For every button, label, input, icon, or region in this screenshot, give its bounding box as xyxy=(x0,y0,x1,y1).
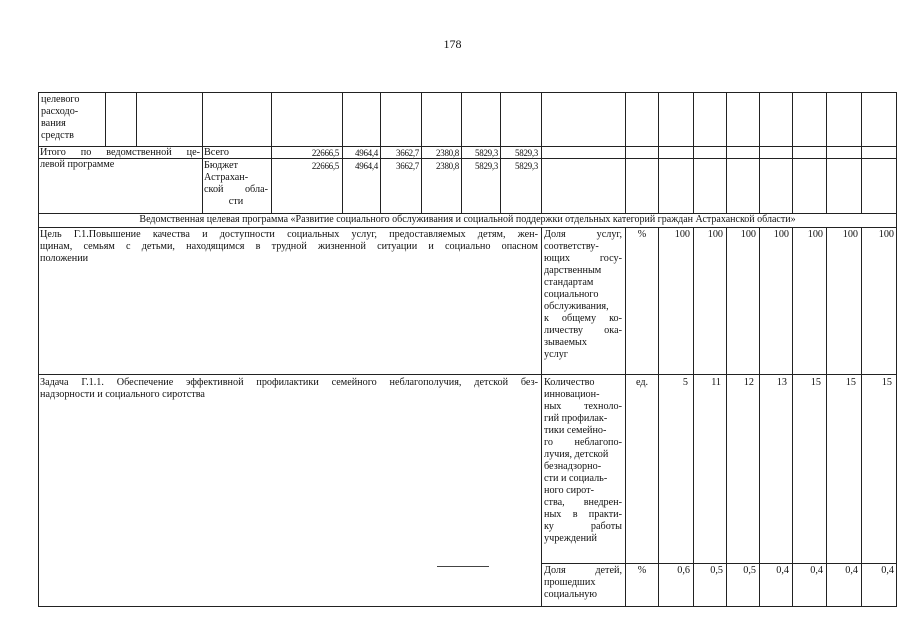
goal-indicator: обслуживания, xyxy=(544,301,609,312)
row-a-line-3: вания xyxy=(41,118,66,129)
budget-value: 5829,3 xyxy=(475,161,498,171)
task-indicator: Количество xyxy=(544,377,595,388)
goal-text-3: положении xyxy=(40,253,89,264)
row-a-line-4: средств xyxy=(41,130,74,141)
total-sub-all: Всего xyxy=(204,147,229,158)
task-text-1: Задача Г.1.1. Обеспечение эффективной профилактики семейного неблагополучия, детской без- xyxy=(40,377,538,388)
total-sub-budget-3: ской обла- xyxy=(204,184,268,195)
task-indicator: ных техноло- xyxy=(544,401,622,412)
row-a-line-2: расходо- xyxy=(41,106,79,117)
task-indicator: ку работы xyxy=(544,521,622,532)
task-indicator-2: социальную xyxy=(544,589,598,600)
task-value-2: 0,4 xyxy=(845,565,858,576)
task-indicator: безнадзорно- xyxy=(544,461,602,472)
goal-value: 100 xyxy=(807,229,823,240)
goal-indicator: к общему ко- xyxy=(544,313,622,324)
goal-indicator: Доля услуг, xyxy=(544,229,622,240)
goal-indicator: личеству ока- xyxy=(544,325,622,336)
task-indicator: инновацион- xyxy=(544,389,600,400)
task-indicator: ства, внедрен- xyxy=(544,497,622,508)
task-unit-2: % xyxy=(637,565,647,576)
task-indicator-2: прошедших xyxy=(544,577,596,588)
task-value: 5 xyxy=(682,377,688,388)
total-sub-budget-4: сти xyxy=(228,196,244,207)
budget-value: 5829,3 xyxy=(515,161,538,171)
goal-indicator: зываемых xyxy=(544,337,587,348)
task-indicator: ного сирот- xyxy=(544,485,594,496)
goal-indicator: ющих госу- xyxy=(544,253,622,264)
total-sub-budget-2: Астрахан- xyxy=(204,172,249,183)
goal-indicator: услуг xyxy=(544,349,568,360)
task-value: 12 xyxy=(743,377,754,388)
budget-value: 22666,5 xyxy=(311,161,339,171)
task-value: 15 xyxy=(845,377,856,388)
task-value-2: 0,6 xyxy=(677,565,690,576)
task-indicator: сти и социаль- xyxy=(544,473,608,484)
task-value-2: 0,5 xyxy=(710,565,723,576)
total-value: 2380,8 xyxy=(436,148,459,158)
program-title: Ведомственная целевая программа «Развитие социального обслуживания и социальной поддержки отдельных категорий граждан Астраханской области» xyxy=(139,214,796,225)
goal-value: 100 xyxy=(674,229,690,240)
budget-value: 3662,7 xyxy=(396,161,419,171)
total-value: 5829,3 xyxy=(515,148,538,158)
goal-unit: % xyxy=(637,229,647,240)
task-indicator: учреждений xyxy=(544,533,597,544)
budget-value: 2380,8 xyxy=(436,161,459,171)
goal-value: 100 xyxy=(773,229,789,240)
goal-value: 100 xyxy=(740,229,756,240)
task-value: 15 xyxy=(810,377,821,388)
task-value-2: 0,4 xyxy=(810,565,823,576)
budget-value: 4964,4 xyxy=(355,161,378,171)
total-label-2: левой программе xyxy=(40,159,115,170)
total-value: 4964,4 xyxy=(355,148,378,158)
goal-value: 100 xyxy=(707,229,723,240)
task-text-2: надзорности и социального сиротства xyxy=(40,389,205,400)
goal-indicator: дарственным xyxy=(544,265,602,276)
total-value: 3662,7 xyxy=(396,148,419,158)
task-unit: ед. xyxy=(635,377,649,388)
task-indicator: гий профилак- xyxy=(544,413,608,424)
task-value-2: 0,5 xyxy=(743,565,756,576)
goal-indicator: социального xyxy=(544,289,599,300)
task-indicator: го неблагопо- xyxy=(544,437,622,448)
goal-value: 100 xyxy=(842,229,858,240)
task-indicator: ных в практи- xyxy=(544,509,622,520)
page-number: 178 xyxy=(443,37,462,51)
task-indicator-2: Доля детей, xyxy=(544,565,622,576)
row-a-line-1: целевого xyxy=(41,94,80,105)
goal-value: 100 xyxy=(878,229,894,240)
total-value: 5829,3 xyxy=(475,148,498,158)
task-value: 13 xyxy=(776,377,787,388)
scan-mark xyxy=(437,566,489,567)
task-value-2: 0,4 xyxy=(776,565,789,576)
task-value: 15 xyxy=(881,377,892,388)
goal-indicator: соответству- xyxy=(544,241,599,252)
total-value: 22666,5 xyxy=(311,148,339,158)
task-indicator: тики семейно- xyxy=(544,425,607,436)
goal-indicator: стандартам xyxy=(544,277,594,288)
task-value-2: 0,4 xyxy=(881,565,894,576)
total-sub-budget-1: Бюджет xyxy=(204,160,239,171)
total-label-1: Итого по ведомственной це- xyxy=(40,147,200,158)
task-indicator: лучия, детской xyxy=(544,449,609,460)
task-value: 11 xyxy=(711,377,721,388)
goal-text-1: Цель Г.1.Повышение качества и доступности социальных услуг, предоставляемых детям, жен- xyxy=(40,229,538,240)
goal-text-2: щинам, семьям с детьми, находящимся в трудной жизненной ситуации и социально опасном xyxy=(40,241,538,252)
